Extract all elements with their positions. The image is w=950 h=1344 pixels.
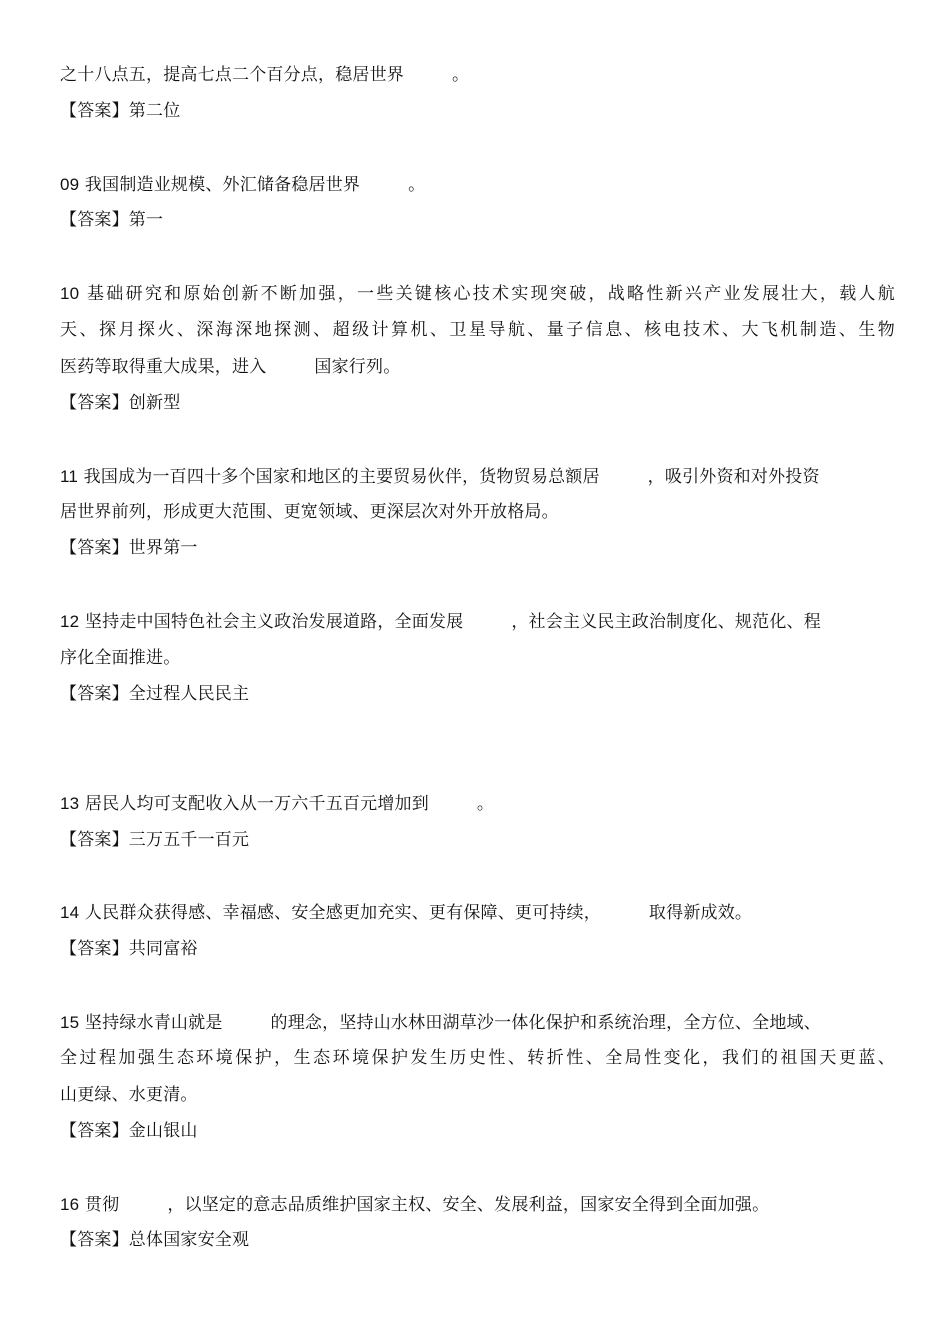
question-11-line-1 [60, 458, 895, 496]
question-text: 坚持走中国特色社会主义政治发展道路，全面发展 [84, 612, 464, 632]
answer-13: 【答案】三万五千一百元 [60, 830, 250, 850]
question-text: 的理念，坚持山水林田湖草沙一体化保护和系统治理，全方位、全地域、 [270, 1013, 821, 1033]
question-text: 。 [408, 175, 426, 195]
answer-10: 【答案】创新型 [60, 393, 181, 413]
question-10-line-3 [60, 349, 895, 386]
question-number: 16 [60, 1195, 80, 1214]
answer-08: 【答案】第二位 [60, 101, 181, 121]
question-number: 09 [60, 175, 80, 194]
question-15-line-3: 山更绿、水更清。 [60, 1085, 198, 1105]
question-text: 坚持绿水青山就是 [84, 1013, 223, 1033]
question-12-line-2: 序化全面推进。 [60, 648, 181, 668]
question-11-line-2: 居世界前列，形成更大范围、更宽领域、更深层次对外开放格局。 [60, 502, 559, 522]
question-text: 取得新成效。 [648, 903, 753, 923]
question-text: 贯彻 [84, 1195, 120, 1215]
question-12-line-1 [60, 603, 895, 641]
question-number: 15 [60, 1013, 80, 1032]
answer-09: 【答案】第一 [60, 210, 164, 230]
question-text: ，社会主义民主政治制度化、规范化、程 [511, 612, 821, 632]
question-text: 医药等取得重大成果，进入 [60, 357, 267, 377]
question-text: 。 [452, 65, 470, 85]
question-text: 基础研究和原始创新不断加强，一些关键核心技术实现突破，战略性新兴产业发展壮大，载人航 [87, 284, 895, 304]
question-14-text [60, 894, 895, 932]
question-number: 12 [60, 612, 80, 631]
question-text: ，以坚定的意志品质维护国家主权、安全、发展利益，国家安全得到全面加强。 [167, 1195, 770, 1215]
answer-16: 【答案】总体国家安全观 [60, 1230, 250, 1250]
question-number: 10 [60, 284, 80, 303]
question-10-line-2: 天、探月探火、深海深地探测、超级计算机、卫星导航、量子信息、核电技术、大飞机制造、生物 [60, 320, 895, 340]
question-16-text [60, 1186, 895, 1224]
answer-14: 【答案】共同富裕 [60, 939, 198, 959]
question-text: 。 [476, 794, 495, 814]
question-08-text [60, 57, 895, 94]
answer-12: 【答案】全过程人民民主 [60, 684, 250, 704]
question-number: 11 [60, 467, 79, 486]
question-text: 居民人均可支配收入从一万六千五百元增加到 [84, 794, 429, 814]
question-number: 14 [60, 903, 80, 922]
question-10-line-1 [60, 275, 895, 313]
question-15-line-2: 全过程加强生态环境保护，生态环境保护发生历史性、转折性、全局性变化，我们的祖国天更蓝、 [60, 1048, 895, 1068]
question-text: ，吸引外资和对外投资 [647, 467, 820, 487]
answer-15: 【答案】金山银山 [60, 1121, 198, 1141]
question-text: 国家行列。 [314, 357, 401, 377]
question-number: 13 [60, 794, 80, 813]
question-09-text [60, 166, 895, 204]
answer-11: 【答案】世界第一 [60, 538, 198, 558]
question-text: 人民群众获得感、幸福感、安全感更加充实、更有保障、更可持续， [84, 903, 601, 923]
question-15-line-1 [60, 1004, 895, 1042]
question-13-text [60, 785, 895, 823]
question-text: 我国成为一百四十多个国家和地区的主要贸易伙伴，货物贸易总额居 [83, 467, 600, 487]
question-text: 我国制造业规模、外汇储备稳居世界 [84, 175, 361, 195]
question-text: 之十八点五，提高七点二个百分点，稳居世界 [60, 65, 404, 85]
